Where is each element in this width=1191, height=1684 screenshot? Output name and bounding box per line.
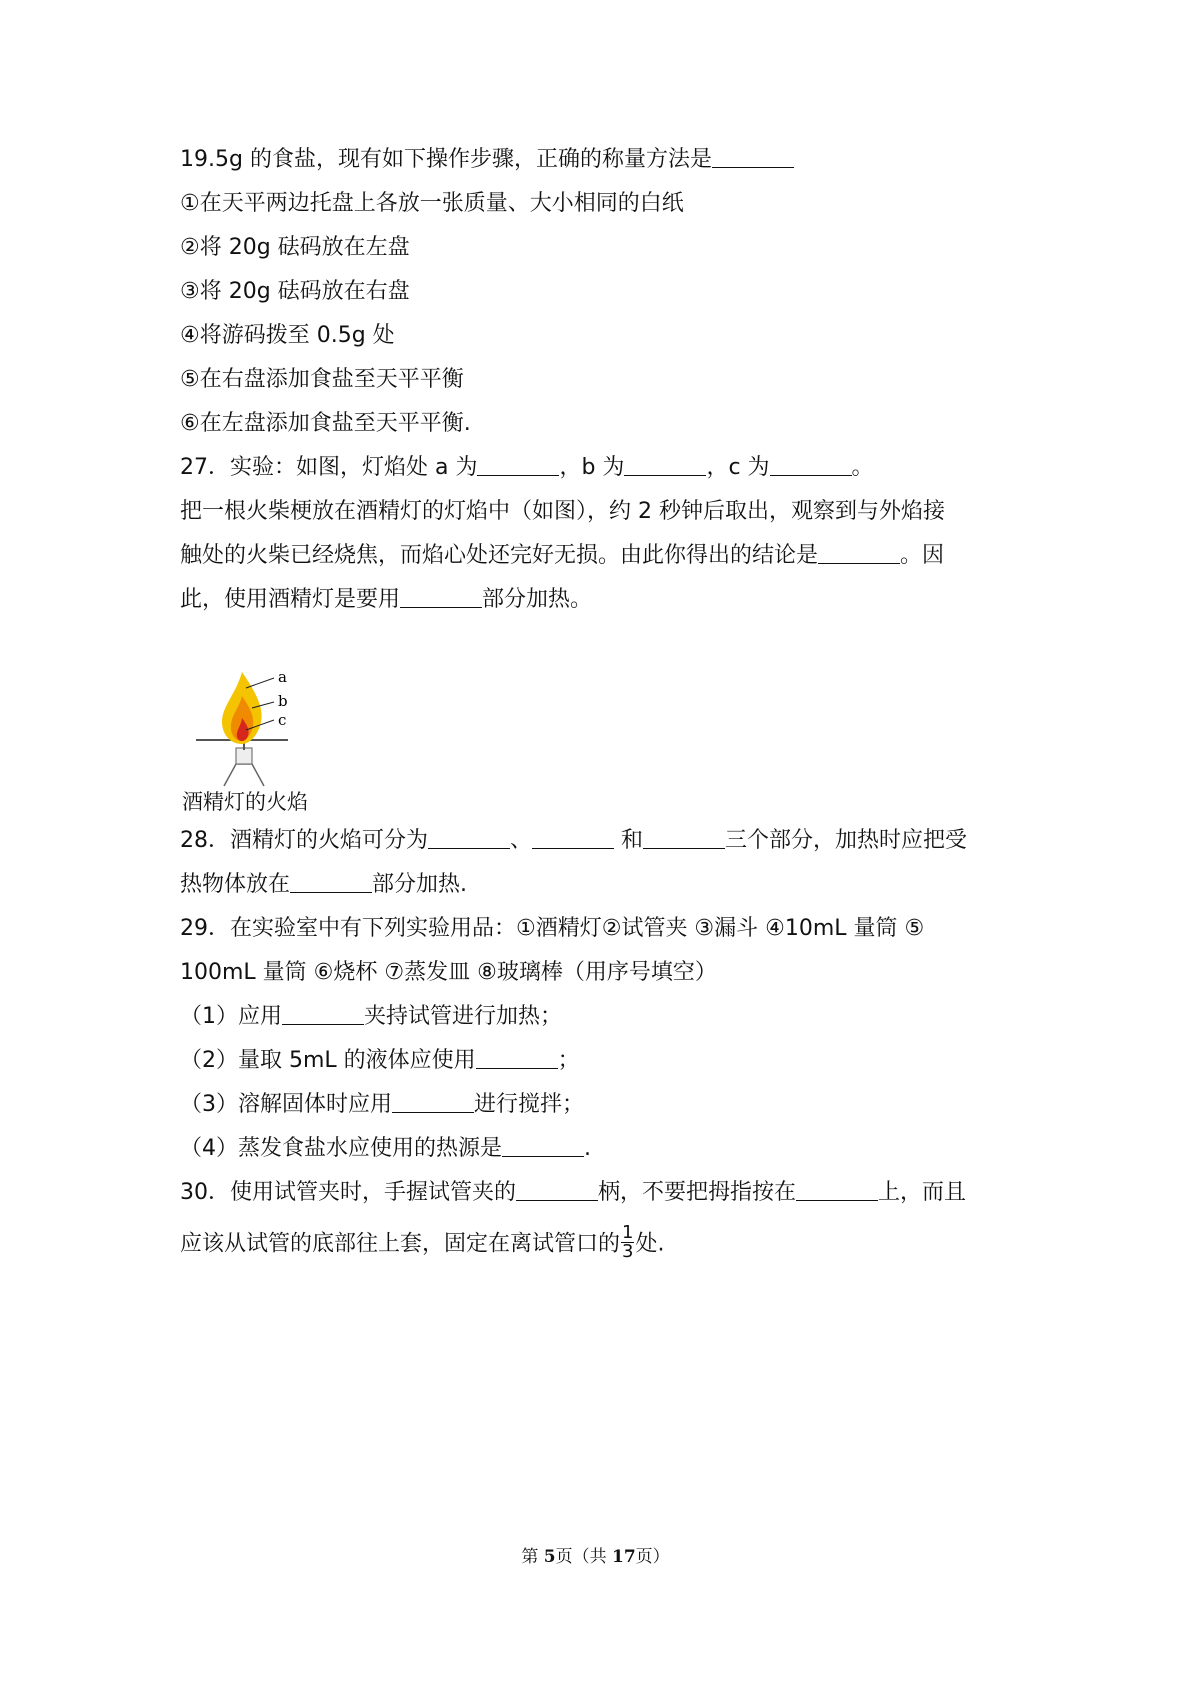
q27-text: ，c 为 [706,455,770,480]
answer-blank-part[interactable] [400,585,482,608]
q26-step-3: ③将 20g 砝码放在右盘 [180,279,410,304]
answer-blank-1[interactable] [516,1178,598,1201]
q26-step-1: ①在天平两边托盘上各放一张质量、大小相同的白纸 [180,191,684,216]
q30-text: 处. [635,1231,665,1257]
q27-text: 。 [851,455,874,480]
fraction-numerator: 1 [622,1222,634,1243]
q26-intro [180,145,794,175]
answer-blank-c[interactable] [770,453,852,476]
q29-text: （4）蒸发食盐水应使用的热源是 [180,1136,502,1161]
answer-blank[interactable] [392,1090,474,1113]
figure-caption: 酒精灯的火焰 [182,790,308,814]
page-number: 5 [543,1547,556,1567]
answer-blank-2[interactable] [532,826,614,849]
q27-line-1 [180,453,874,483]
alcohol-lamp-flame-figure [196,668,316,788]
q27-text: 。因 [900,543,945,568]
fraction-denominator: 3 [622,1241,634,1262]
q28-line-1 [180,826,967,856]
q27-line-3 [180,541,944,571]
q27-text: ，b 为 [559,455,625,480]
answer-blank[interactable] [712,145,794,168]
q27-text: 触处的火柴已经烧焦，而焰心处还完好无损。由此你得出的结论是 [180,543,819,568]
q29-sub-3 [180,1090,584,1120]
answer-blank-3[interactable] [643,826,725,849]
footer-text: 页（共 [555,1547,612,1567]
q29-text: ； [557,1048,580,1073]
q29-line-1: 29．在实验室中有下列实验用品：①酒精灯②试管夹 ③漏斗 ④10mL 量筒 ⑤ [180,916,925,941]
footer-text: 页） [635,1547,670,1567]
label-c: c [278,711,287,729]
q28-text: 28．酒精灯的火焰可分为 [180,828,428,853]
pointer-a [246,678,274,688]
lamp-body [224,764,264,786]
q27-text: 部分加热。 [482,587,593,612]
q29-text: （1）应用 [180,1004,282,1029]
answer-blank-1[interactable] [428,826,510,849]
answer-blank-a[interactable] [477,453,559,476]
q28-text: 热物体放在 [180,872,291,897]
q28-text: 和 [614,828,644,853]
q29-text: （3）溶解固体时应用 [180,1092,392,1117]
q29-text: 进行搅拌； [474,1092,585,1117]
answer-blank-2[interactable] [796,1178,878,1201]
fraction-one-third [621,1224,634,1261]
label-b: b [278,692,288,710]
q27-line-2: 把一根火柴梗放在酒精灯的灯焰中（如图），约 2 秒钟后取出，观察到与外焰接 [180,499,945,524]
q29-sub-4 [180,1134,591,1164]
page-footer [0,1545,1191,1569]
lamp-neck [236,748,252,764]
q29-text: . [584,1136,591,1161]
q28-line-2 [180,870,467,900]
q27-text: 27．实验：如图，灯焰处 a 为 [180,455,478,480]
q30-text: 柄，不要把拇指按在 [598,1180,797,1205]
q30-text: 上，而且 [878,1180,967,1205]
answer-blank-4[interactable] [290,870,372,893]
footer-text: 第 [521,1547,544,1567]
q29-line-2: 100mL 量筒 ⑥烧杯 ⑦蒸发皿 ⑧玻璃棒（用序号填空） [180,960,717,985]
q26-step-4: ④将游码拨至 0.5g 处 [180,323,395,348]
total-pages: 17 [611,1547,636,1567]
q30-text: 应该从试管的底部往上套，固定在离试管口的 [180,1231,621,1257]
q26-step-6: ⑥在左盘添加食盐至天平平衡. [180,411,471,436]
q27-line-4 [180,585,592,615]
q29-text: 夹持试管进行加热； [364,1004,563,1029]
answer-blank[interactable] [476,1046,558,1069]
answer-blank[interactable] [282,1002,364,1025]
answer-blank[interactable] [502,1134,584,1157]
q29-text: （2）量取 5mL 的液体应使用 [180,1048,476,1073]
q28-text: 部分加热. [372,872,468,897]
q28-text: 、 [510,828,533,853]
label-a: a [278,668,287,686]
q29-sub-2 [180,1046,580,1076]
q26-step-5: ⑤在右盘添加食盐至天平平衡 [180,367,464,392]
answer-blank-conclusion[interactable] [818,541,900,564]
q30-line-1 [180,1178,966,1208]
q26-step-2: ②将 20g 砝码放在左盘 [180,235,410,260]
q29-sub-1 [180,1002,562,1032]
q28-text: 三个部分，加热时应把受 [725,828,968,853]
q30-text: 30．使用试管夹时，手握试管夹的 [180,1180,516,1205]
q27-text: 此，使用酒精灯是要用 [180,587,401,612]
q30-line-2 [180,1222,665,1263]
q26-intro-text: 19.5g 的食盐，现有如下操作步骤，正确的称量方法是 [180,147,712,172]
answer-blank-b[interactable] [624,453,706,476]
